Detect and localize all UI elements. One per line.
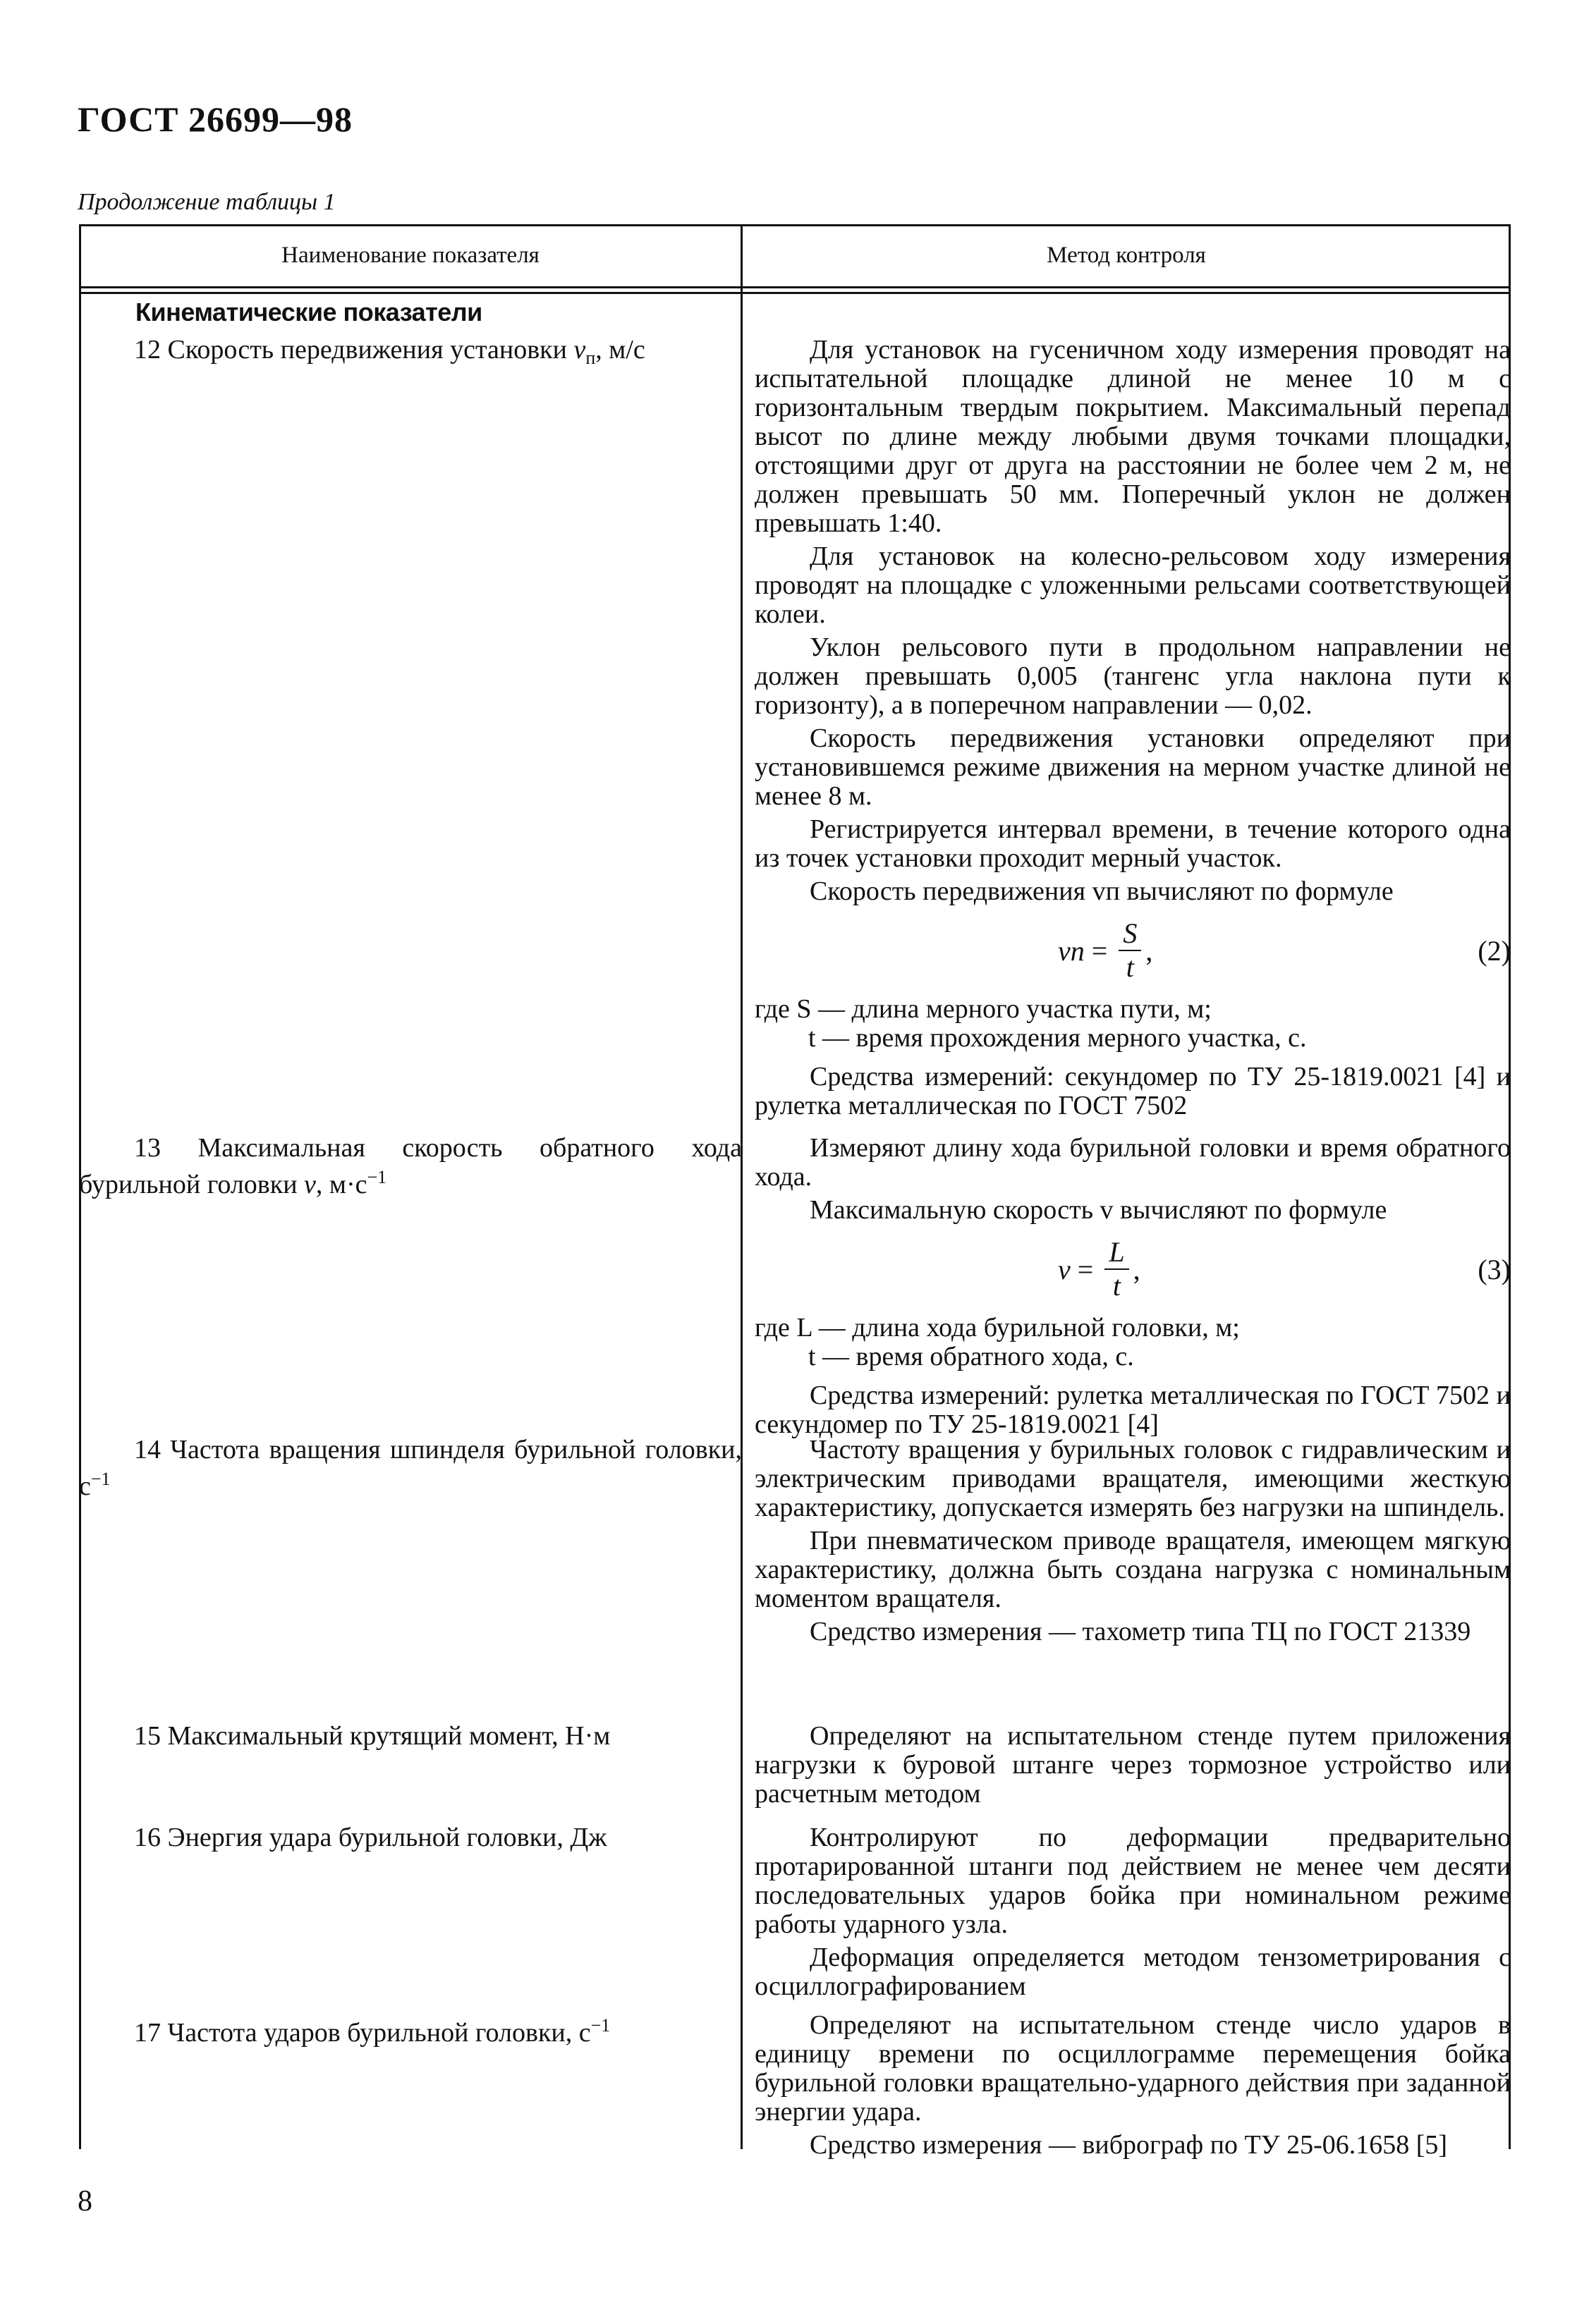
formula-2-denominator: t <box>1126 951 1134 983</box>
indicator-13: 13 Максимальная скорость обратного хода бурильной головки v, $м\cdot с^{-1}$ <box>79 1133 742 1199</box>
formula-2: vп = $\frac{S}{t}$ , (2) <box>1058 917 1511 983</box>
indicator-17: 17 Частота ударов бурильной головки, $с^{-1}$ <box>134 2015 611 2048</box>
method-13-p2: Максимальную скорость v вычисляют по формуле <box>810 1195 1387 1225</box>
page-number: 8 <box>78 2185 92 2218</box>
formula-2-numerator: S <box>1119 917 1141 951</box>
where-12-line1: где S — длина мерного участка пути, м; <box>755 994 1212 1024</box>
indicator-15: 15 Максимальный крутящий момент, Н·м <box>134 1721 611 1751</box>
formula-2-lhs: vп <box>1058 934 1085 967</box>
method-15-p1: Определяют на испытательном стенде путем приложения нагрузки к буровой штанге через тормозное устройство или расчетным методом <box>755 1721 1511 1809</box>
method-16-p1: Контролируют по деформации предварительно протарированной штанги под действием не менее чем десяти последовательных ударов бойка при номинальном режиме работы ударного узла. <box>755 1823 1511 1939</box>
section-title: Кинематические показатели <box>135 298 482 326</box>
method-16 <box>755 1823 1511 2005</box>
method-12-p2: Для установок на колесно-рельсовом ходу измерения проводят на площадке с уложенными рельсами соответствующей колеи. <box>755 542 1511 629</box>
where-12 <box>755 995 1511 1053</box>
method-17 <box>755 2011 1511 2164</box>
formula-2-number: (2) <box>1478 935 1511 967</box>
standard-title: ГОСТ 26699—98 <box>78 99 353 139</box>
column-header-method: Метод контроля <box>1047 242 1206 268</box>
method-14-p2: При пневматическом приводе вращателя, имеющем мягкую характеристику, должна быть создана нагрузка с номинальным моментом вращателя. <box>755 1526 1511 1613</box>
where-13-line2: t — время обратного хода, с. <box>808 1342 1134 1371</box>
means-13: Средства измерений: рулетка металлическая по ГОСТ 7502 и секундомер по ТУ 25-1819.0021 [4] <box>755 1381 1511 1439</box>
formula-3-numerator: L <box>1104 1236 1128 1270</box>
method-12-p6: Скорость передвижения vп вычисляют по формуле <box>810 876 1394 906</box>
method-12-p1: Для установок на гусеничном ходу измерения проводят на испытательной площадке длиной не менее 10 м с горизонтальным твердым покрытием. Максимальный перепад высот по длине между любыми двумя точками площадки, отстоящими друг от друга на расстоянии не более чем 2 м, не должен превышать 50 мм. Поперечный уклон не должен превышать 1:40. <box>755 335 1511 538</box>
indicator-12: 12 Скорость передвижения установки $v_п$, м/с <box>134 335 645 368</box>
table-caption: Продолжение таблицы 1 <box>78 189 336 215</box>
method-16-p2: Деформация определяется методом тензометрирования с осциллографированием <box>755 1943 1511 2001</box>
indicator-14: 14 Частота вращения шпинделя бурильной головки, $с^{-1}$ <box>79 1435 742 1501</box>
method-14 <box>755 1436 1511 1651</box>
table-frame <box>79 224 1511 2160</box>
indicator-16: 16 Энергия удара бурильной головки, Дж <box>134 1823 607 1852</box>
method-14-p1: Частоту вращения у бурильных головок с гидравлическим и электрическим приводами вращателя, имеющими жесткую характеристику, допускается измерять без нагрузки на шпиндель. <box>755 1435 1511 1522</box>
where-12-line2: t — время прохождения мерного участка, с. <box>808 1023 1307 1053</box>
method-13 <box>755 1134 1511 1443</box>
formula-3-number: (3) <box>1478 1254 1511 1285</box>
column-header-indicator: Наименование показателя <box>281 242 540 268</box>
header-divider-double <box>79 292 1511 294</box>
where-13-line1: где L — длина хода бурильной головки, м; <box>755 1313 1240 1343</box>
method-12 <box>755 336 1511 1125</box>
method-12-p5: Регистрируется интервал времени, в течение которого одна из точек установки проходит мерный участок. <box>755 814 1511 873</box>
method-17-p1: Определяют на испытательном стенде число ударов в единицу времени по осциллограмме перемещения бойка бурильной головки вращательно-ударного действия при заданной энергии удара. <box>755 2010 1511 2127</box>
means-12: Средства измерений: секундомер по ТУ 25-1819.0021 [4] и рулетка металлическая по ГОСТ 7502 <box>755 1062 1511 1120</box>
formula-3-denominator: t <box>1112 1270 1121 1302</box>
method-13-p1: Измеряют длину хода бурильной головки и время обратного хода. <box>755 1133 1511 1192</box>
header-divider <box>79 286 1511 288</box>
method-12-p3: Уклон рельсового пути в продольном направлении не должен превышать 0,005 (тангенс угла наклона пути к горизонту), а в поперечном направлении — 0,02. <box>755 632 1511 720</box>
method-14-p3: Средство измерения — тахометр типа ТЦ по ГОСТ 21339 <box>810 1617 1471 1646</box>
formula-3-lhs: v <box>1058 1253 1071 1285</box>
formula-3: v = $\frac{L}{t}$ , (3) <box>1058 1236 1511 1302</box>
where-13 <box>755 1314 1511 1371</box>
method-12-p4: Скорость передвижения установки определяют при установившемся режиме движения на мерном участке длиной не менее 8 м. <box>755 723 1511 811</box>
method-17-p2: Средство измерения — виброграф по ТУ 25-06.1658 [5] <box>810 2130 1448 2160</box>
method-15 <box>755 1722 1511 1813</box>
